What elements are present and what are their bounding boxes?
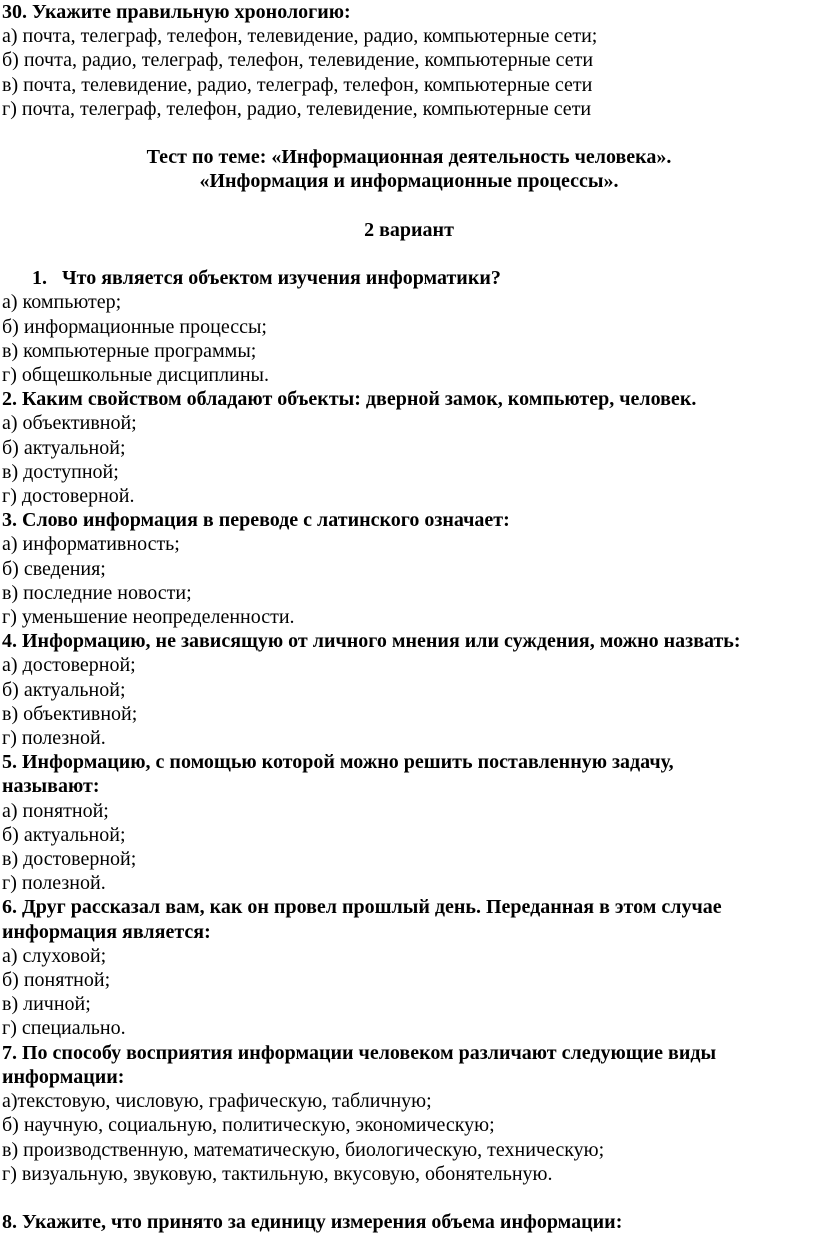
question-2: 2. Каким свойством обладают объекты: дверной замок, компьютер, человек.: [2, 388, 697, 411]
q5-option-d: г) полезной.: [2, 872, 106, 895]
q3-option-a: а) информативность;: [2, 533, 180, 556]
q4-option-c: в) объективной;: [2, 702, 138, 725]
q30-option-a: а) почта, телеграф, телефон, телевидение, радио, компьютерные сети;: [2, 25, 598, 48]
q2-option-d: г) достоверной.: [2, 485, 135, 508]
question-3: 3. Слово информация в переводе с латинского означает:: [2, 509, 510, 532]
q1-option-b: б) информационные процессы;: [2, 315, 267, 338]
q30-title: 30. Укажите правильную хронологию:: [2, 1, 351, 23]
q6-option-b: б) понятной;: [2, 969, 111, 992]
q3-option-c: в) последние новости;: [2, 581, 192, 604]
q2-option-a: а) объективной;: [2, 412, 137, 435]
q7-option-c: в) производственную, математическую, биологическую, техническую;: [2, 1138, 605, 1161]
spacer: [2, 121, 816, 145]
q1-option-d: г) общешкольные дисциплины.: [2, 364, 269, 386]
q30-option-d: г) почта, телеграф, телефон, радио, телевидение, компьютерные сети: [2, 97, 592, 120]
test-title-line2: «Информация и информационные процессы».: [199, 170, 619, 193]
question-1: [2, 266, 816, 290]
question-1-number: 1.: [32, 267, 47, 290]
variant-label: 2 вариант: [364, 218, 454, 241]
question-6-line1: 6. Друг рассказал вам, как он провел прошлый день. Переданная в этом случае: [2, 896, 722, 919]
q5-option-c: в) достоверной;: [2, 848, 137, 871]
question-1-text: Что является объектом изучения информатики?: [62, 267, 501, 290]
q1-option-a: а) компьютер;: [2, 291, 122, 314]
question-5-line1: 5. Информацию, с помощью которой можно решить поставленную задачу,: [2, 751, 674, 774]
q6-option-d: г) специально.: [2, 1017, 126, 1040]
q3-option-b: б) сведения;: [2, 557, 106, 580]
q30-option-b: б) почта, радио, телеграф, телефон, телевидение, компьютерные сети: [2, 49, 594, 72]
q7-option-a: а)текстовую, числовую, графическую, табличную;: [2, 1090, 432, 1113]
q4-option-d: г) полезной.: [2, 727, 106, 750]
question-4: 4. Информацию, не зависящую от личного мнения или суждения, можно назвать:: [2, 630, 741, 653]
q7-option-d: г) визуальную, звуковую, тактильную, вкусовую, обонятельную.: [2, 1162, 553, 1185]
q5-option-a: а) понятной;: [2, 799, 109, 822]
question-6-line2: информация является:: [2, 920, 211, 943]
spacer: [2, 1186, 816, 1210]
question-7-line1: 7. По способу восприятия информации человеком различают следующие виды: [2, 1041, 717, 1064]
q4-option-b: б) актуальной;: [2, 678, 126, 701]
q2-option-c: в) доступной;: [2, 460, 119, 483]
question-7-line2: информации:: [2, 1065, 125, 1088]
question-5-line2: называют:: [2, 775, 100, 798]
q30-option-c: в) почта, телевидение, радио, телеграф, телефон, компьютерные сети: [2, 73, 593, 96]
question-8: 8. Укажите, что принято за единицу измерения объема информации:: [2, 1211, 623, 1234]
spacer: [2, 194, 816, 218]
q2-option-b: б) актуальной;: [2, 436, 126, 459]
q7-option-b: б) научную, социальную, политическую, экономическую;: [2, 1114, 495, 1137]
test-title-line1: Тест по теме: «Информационная деятельность человека».: [146, 146, 672, 169]
q3-option-d: г) уменьшение неопределенности.: [2, 606, 295, 629]
q4-option-a: а) достоверной;: [2, 654, 136, 677]
q5-option-b: б) актуальной;: [2, 823, 126, 846]
spacer: [2, 242, 816, 266]
q1-option-c: в) компьютерные программы;: [2, 339, 257, 362]
q6-option-c: в) личной;: [2, 993, 91, 1016]
q6-option-a: а) слуховой;: [2, 944, 107, 967]
